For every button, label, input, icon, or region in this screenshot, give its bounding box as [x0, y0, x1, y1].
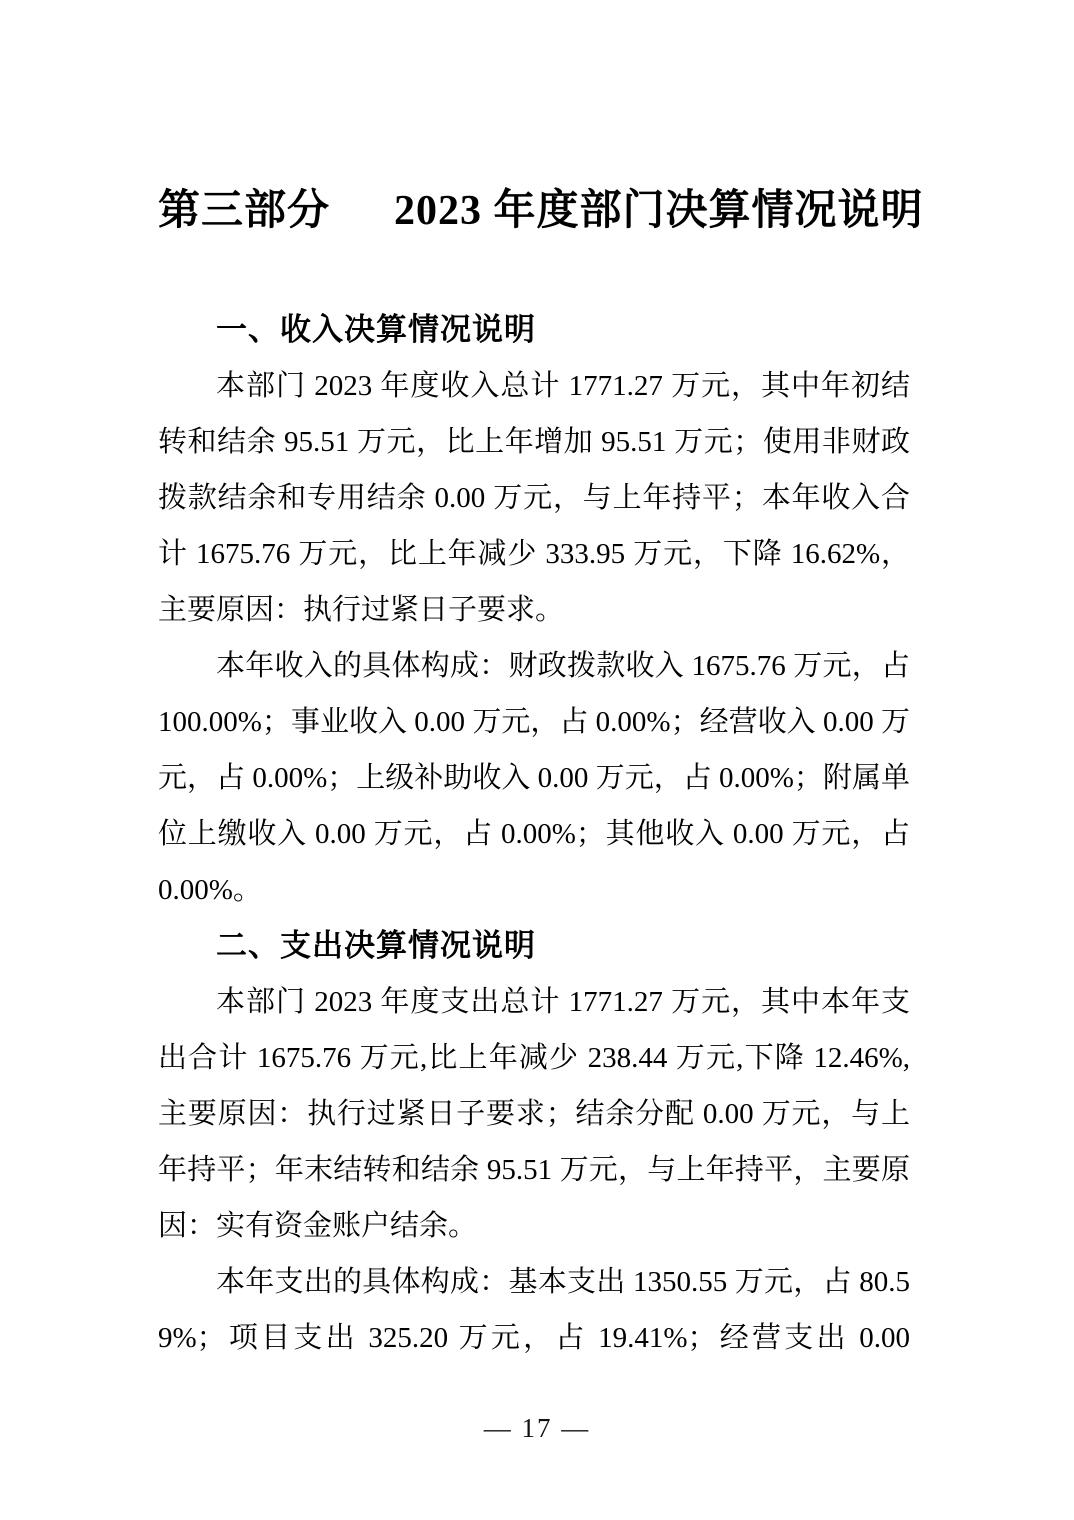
document-title-part2: 2023 年度部门决算情况说明	[394, 188, 924, 234]
income-summary-paragraph: 本部门 2023 年度收入总计 1771.27 万元，其中年初结转和结余 95.51 万元，比上年增加 95.51 万元；使用非财政拨款结余和专用结余 0.00 万元，与上年持平；本年收入合计 1675.76 万元，比上年减少 333.95 万元，下降 16.62%，主要原因：执行过紧日子要求。	[158, 370, 910, 626]
section-expenditure-heading: 二、支出决算情况说明	[216, 928, 536, 963]
section-expenditure	[158, 918, 910, 1366]
page-number: — 17 —	[483, 1413, 591, 1443]
section-income-heading: 一、收入决算情况说明	[216, 312, 536, 347]
document-title	[158, 186, 924, 236]
income-composition-paragraph: 本年收入的具体构成：财政拨款收入 1675.76 万元，占 100.00%；事业收入 0.00 万元，占 0.00%；经营收入 0.00 万元，占 0.00%；上级补助收入 0.00 万元，占 0.00%；附属单位上缴收入 0.00 万元，占 0.00%；其他收入 0.00 万元，占 0.00%。	[158, 650, 910, 906]
expenditure-summary-paragraph: 本部门 2023 年度支出总计 1771.27 万元，其中本年支出合计 1675.76 万元,比上年减少 238.44 万元,下降 12.46%,主要原因：执行过紧日子要求；结余分配 0.00 万元，与上年持平；年末结转和结余 95.51 万元，与上年持平，主要原因：实有资金账户结余。	[158, 986, 910, 1242]
document-title-part1: 第三部分	[158, 188, 331, 234]
section-income	[158, 302, 910, 918]
expenditure-composition-paragraph: 本年支出的具体构成：基本支出 1350.55 万元，占 80.59%；项目支出 325.20 万元，占 19.41%；经营支出 0.00	[158, 1266, 910, 1354]
